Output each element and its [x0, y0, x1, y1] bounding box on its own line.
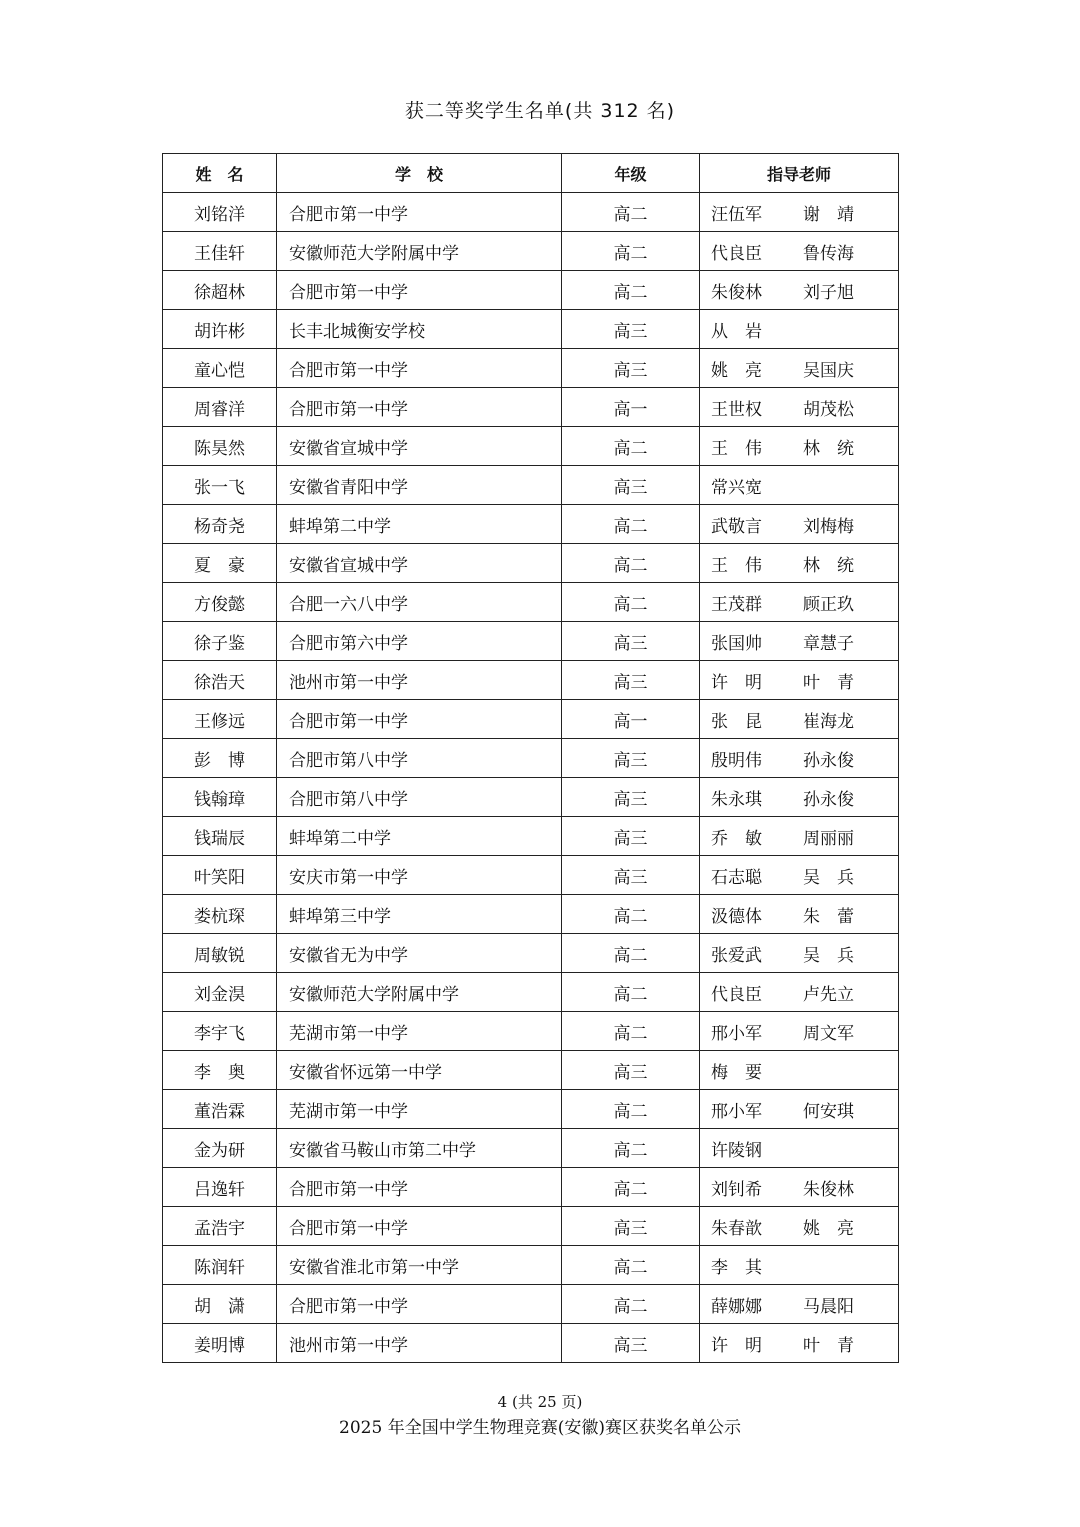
instructor-2: 孙永俊: [803, 789, 854, 810]
table-row: [163, 622, 899, 661]
grade: 高三: [562, 1324, 700, 1363]
school-name: 合肥一六八中学: [277, 583, 562, 622]
instructors: [700, 1012, 899, 1051]
instructors: [700, 700, 899, 739]
student-name: 张一飞: [163, 466, 277, 505]
instructor-1: 张爱武: [711, 945, 762, 966]
student-name: 杨奇尧: [163, 505, 277, 544]
table-row: [163, 700, 899, 739]
grade: 高二: [562, 1285, 700, 1324]
instructors: [700, 1129, 899, 1168]
instructor-1: 许 明: [711, 1335, 762, 1356]
school-name: 合肥市第一中学: [277, 193, 562, 232]
table-row: [163, 1051, 899, 1090]
instructor-2: 卢先立: [803, 984, 854, 1005]
student-name: 彭 博: [163, 739, 277, 778]
school-name: 安徽省马鞍山市第二中学: [277, 1129, 562, 1168]
instructor-1: 朱永琪: [711, 789, 762, 810]
grade: 高二: [562, 271, 700, 310]
grade: 高二: [562, 934, 700, 973]
instructors: [700, 544, 899, 583]
footer-title: 2025 年全国中学生物理竞赛(安徽)赛区获奖名单公示: [339, 1418, 741, 1438]
student-name: 刘金淏: [163, 973, 277, 1012]
instructors: [700, 973, 899, 1012]
instructor-2: 吴 兵: [803, 945, 854, 966]
instructor-1: 乔 敏: [711, 828, 762, 849]
school-name: 芜湖市第一中学: [277, 1012, 562, 1051]
grade: 高一: [562, 388, 700, 427]
instructor-2: 朱俊林: [803, 1179, 854, 1200]
instructors: [700, 739, 899, 778]
table-header-row: [163, 154, 899, 193]
school-name: 池州市第一中学: [277, 661, 562, 700]
instructor-1: 许陵钢: [711, 1140, 762, 1161]
student-name: 李 奥: [163, 1051, 277, 1090]
student-name: 吕逸轩: [163, 1168, 277, 1207]
grade: 高二: [562, 505, 700, 544]
school-name: 安徽省宣城中学: [277, 427, 562, 466]
instructors: [700, 895, 899, 934]
instructor-2: 姚 亮: [803, 1218, 854, 1239]
student-name: 徐浩天: [163, 661, 277, 700]
instructors: [700, 1090, 899, 1129]
school-name: 安徽省宣城中学: [277, 544, 562, 583]
instructor-1: 邢小军: [711, 1023, 762, 1044]
instructor-2: 吴 兵: [803, 867, 854, 888]
instructor-1: 姚 亮: [711, 360, 762, 381]
table-row: [163, 349, 899, 388]
table-row: [163, 661, 899, 700]
table-row: [163, 1246, 899, 1285]
instructors: [700, 193, 899, 232]
school-name: 蚌埠第三中学: [277, 895, 562, 934]
instructor-2: 章慧子: [803, 633, 854, 654]
instructor-2: 吴国庆: [803, 360, 854, 381]
instructors: [700, 1324, 899, 1363]
table-row: [163, 1168, 899, 1207]
instructors: [700, 856, 899, 895]
instructor-1: 张 昆: [711, 711, 762, 732]
instructors: [700, 349, 899, 388]
grade: 高三: [562, 1051, 700, 1090]
grade: 高三: [562, 622, 700, 661]
instructor-2: 谢 靖: [803, 204, 854, 225]
instructors: [700, 427, 899, 466]
instructors: [700, 466, 899, 505]
instructors: [700, 622, 899, 661]
table-row: [163, 193, 899, 232]
school-name: 合肥市第八中学: [277, 778, 562, 817]
student-name: 钱瑞辰: [163, 817, 277, 856]
student-name: 方俊懿: [163, 583, 277, 622]
instructor-2: 胡茂松: [803, 399, 854, 420]
table-row: [163, 466, 899, 505]
instructor-2: 刘子旭: [803, 282, 854, 303]
table-row: [163, 817, 899, 856]
school-name: 合肥市第一中学: [277, 349, 562, 388]
table-row: [163, 1090, 899, 1129]
student-name: 胡 潇: [163, 1285, 277, 1324]
instructor-1: 邢小军: [711, 1101, 762, 1122]
school-name: 合肥市第八中学: [277, 739, 562, 778]
grade: 高三: [562, 466, 700, 505]
student-name: 娄杭琛: [163, 895, 277, 934]
school-name: 安徽师范大学附属中学: [277, 973, 562, 1012]
instructor-2: 林 统: [803, 438, 854, 459]
table-row: [163, 1285, 899, 1324]
school-name: 安庆市第一中学: [277, 856, 562, 895]
school-name: 合肥市第六中学: [277, 622, 562, 661]
instructor-1: 石志聪: [711, 867, 762, 888]
school-name: 合肥市第一中学: [277, 271, 562, 310]
instructor-1: 代良臣: [711, 984, 762, 1005]
instructors: [700, 1051, 899, 1090]
instructor-1: 殷明伟: [711, 750, 762, 771]
grade: 高二: [562, 232, 700, 271]
instructor-2: 朱 蕾: [803, 906, 854, 927]
instructors: [700, 1207, 899, 1246]
instructors: [700, 583, 899, 622]
table-row: [163, 310, 899, 349]
instructor-1: 许 明: [711, 672, 762, 693]
table-row: [163, 778, 899, 817]
student-name: 董浩霖: [163, 1090, 277, 1129]
header-school: 学 校: [277, 154, 562, 193]
student-name: 王修远: [163, 700, 277, 739]
table-row: [163, 271, 899, 310]
instructor-2: 周文军: [803, 1023, 854, 1044]
student-name: 陈润轩: [163, 1246, 277, 1285]
table-row: [163, 856, 899, 895]
instructor-1: 汲德体: [711, 906, 762, 927]
instructor-1: 刘钊希: [711, 1179, 762, 1200]
school-name: 合肥市第一中学: [277, 700, 562, 739]
instructor-2: 刘梅梅: [803, 516, 854, 537]
school-name: 池州市第一中学: [277, 1324, 562, 1363]
instructor-1: 汪伍军: [711, 204, 762, 225]
table-row: [163, 739, 899, 778]
school-name: 合肥市第一中学: [277, 1207, 562, 1246]
instructors: [700, 310, 899, 349]
instructor-2: 叶 青: [803, 672, 854, 693]
table-row: [163, 1324, 899, 1363]
instructors: [700, 388, 899, 427]
grade: 高一: [562, 700, 700, 739]
instructor-2: 何安琪: [803, 1101, 854, 1122]
student-name: 钱翰璋: [163, 778, 277, 817]
school-name: 合肥市第一中学: [277, 1285, 562, 1324]
student-name: 孟浩宇: [163, 1207, 277, 1246]
instructor-1: 梅 要: [711, 1062, 762, 1083]
table-row: [163, 232, 899, 271]
instructors: [700, 817, 899, 856]
instructors: [700, 1168, 899, 1207]
school-name: 芜湖市第一中学: [277, 1090, 562, 1129]
table-row: [163, 934, 899, 973]
instructor-1: 王 伟: [711, 438, 762, 459]
instructor-2: 周丽丽: [803, 828, 854, 849]
grade: 高二: [562, 1012, 700, 1051]
table-row: [163, 583, 899, 622]
school-name: 合肥市第一中学: [277, 388, 562, 427]
instructor-1: 王 伟: [711, 555, 762, 576]
school-name: 长丰北城衡安学校: [277, 310, 562, 349]
grade: 高二: [562, 973, 700, 1012]
header-name: 姓 名: [163, 154, 277, 193]
grade: 高二: [562, 544, 700, 583]
instructor-2: 鲁传海: [803, 243, 854, 264]
instructor-1: 王世权: [711, 399, 762, 420]
instructor-2: 林 统: [803, 555, 854, 576]
student-name: 叶笑阳: [163, 856, 277, 895]
student-name: 周敏锐: [163, 934, 277, 973]
school-name: 合肥市第一中学: [277, 1168, 562, 1207]
instructor-1: 从 岩: [711, 321, 762, 342]
instructors: [700, 271, 899, 310]
instructors: [700, 1246, 899, 1285]
instructor-1: 朱俊林: [711, 282, 762, 303]
table-body: [163, 193, 899, 1363]
student-name: 刘铭洋: [163, 193, 277, 232]
grade: 高二: [562, 583, 700, 622]
header-grade: 年级: [562, 154, 700, 193]
instructors: [700, 505, 899, 544]
school-name: 安徽省青阳中学: [277, 466, 562, 505]
table-row: [163, 973, 899, 1012]
instructor-2: 马晨阳: [803, 1296, 854, 1317]
grade: 高二: [562, 1090, 700, 1129]
grade: 高二: [562, 895, 700, 934]
instructor-2: 孙永俊: [803, 750, 854, 771]
grade: 高三: [562, 856, 700, 895]
grade: 高三: [562, 817, 700, 856]
grade: 高三: [562, 778, 700, 817]
student-name: 周睿洋: [163, 388, 277, 427]
table-row: [163, 895, 899, 934]
table-row: [163, 388, 899, 427]
instructors: [700, 661, 899, 700]
instructor-1: 代良臣: [711, 243, 762, 264]
school-name: 安徽省怀远第一中学: [277, 1051, 562, 1090]
table-row: [163, 1207, 899, 1246]
instructors: [700, 778, 899, 817]
grade: 高二: [562, 1168, 700, 1207]
award-table: [162, 153, 899, 1363]
student-name: 陈昊然: [163, 427, 277, 466]
page-number: 4 (共 25 页): [497, 1393, 583, 1411]
student-name: 姜明博: [163, 1324, 277, 1363]
instructor-1: 武敬言: [711, 516, 762, 537]
instructor-1: 薛娜娜: [711, 1296, 762, 1317]
school-name: 安徽省淮北市第一中学: [277, 1246, 562, 1285]
grade: 高二: [562, 193, 700, 232]
table-row: [163, 544, 899, 583]
school-name: 蚌埠第二中学: [277, 817, 562, 856]
table-row: [163, 505, 899, 544]
school-name: 蚌埠第二中学: [277, 505, 562, 544]
instructor-1: 常兴宽: [711, 477, 762, 498]
instructors: [700, 1285, 899, 1324]
instructor-1: 朱春歆: [711, 1218, 762, 1239]
grade: 高二: [562, 1129, 700, 1168]
school-name: 安徽师范大学附属中学: [277, 232, 562, 271]
instructor-2: 叶 青: [803, 1335, 854, 1356]
table-row: [163, 1129, 899, 1168]
student-name: 李宇飞: [163, 1012, 277, 1051]
instructor-1: 王茂群: [711, 594, 762, 615]
table-row: [163, 1012, 899, 1051]
instructor-1: 张国帅: [711, 633, 762, 654]
school-name: 安徽省无为中学: [277, 934, 562, 973]
grade: 高三: [562, 661, 700, 700]
document-title: 获二等奖学生名单(共 312 名): [404, 100, 676, 122]
grade: 高三: [562, 1207, 700, 1246]
student-name: 徐子鉴: [163, 622, 277, 661]
instructors: [700, 232, 899, 271]
grade: 高二: [562, 427, 700, 466]
student-name: 童心恺: [163, 349, 277, 388]
instructors: [700, 934, 899, 973]
student-name: 胡许彬: [163, 310, 277, 349]
student-name: 王佳轩: [163, 232, 277, 271]
student-name: 金为研: [163, 1129, 277, 1168]
instructor-2: 顾正玖: [803, 594, 854, 615]
instructor-2: 崔海龙: [803, 711, 854, 732]
student-name: 徐超林: [163, 271, 277, 310]
grade: 高三: [562, 349, 700, 388]
table-row: [163, 427, 899, 466]
grade: 高三: [562, 310, 700, 349]
instructor-1: 李 其: [711, 1257, 762, 1278]
student-name: 夏 豪: [163, 544, 277, 583]
grade: 高二: [562, 1246, 700, 1285]
grade: 高三: [562, 739, 700, 778]
header-teacher: 指导老师: [700, 154, 899, 193]
